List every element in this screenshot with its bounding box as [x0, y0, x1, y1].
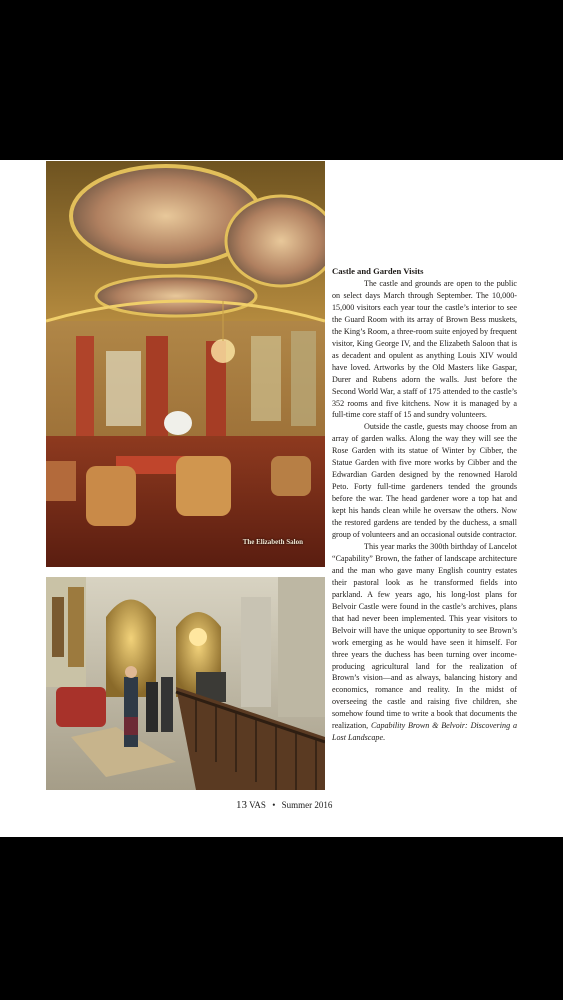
- article-paragraph-1: The castle and grounds are open to the public on select days March through September. The 10,000-15,000 visitors each year tour the castle’s interior to see the Guard Room with its array of Brown Bess muskets, the King’s Room, a three-room suite enjoyed by frequent visitor, King George IV, and the Elizabeth Saloon that is as decadent and opulent as anything Louis XIV would have loved. Artworks by the Old Masters like Gaspar, Durer and Rubens adorn the walls. Just before the Second World War, a staff of 175 attended to the castle’s 352 rooms and five kitchens. Now it is managed by a full-time core staff of 15 and sundry volunteers.: [332, 279, 517, 420]
- page-footer: [236, 799, 332, 811]
- article-castle-and-garden-visits: [332, 266, 517, 744]
- castle-hallway-photo: [46, 577, 325, 790]
- book-title: Capability Brown & Belvoir: Discovering a Lost Landscape: [332, 721, 517, 743]
- footer-bullet: •: [272, 800, 276, 810]
- elizabeth-salon-photo: [46, 161, 325, 567]
- hallway-illustration: [46, 577, 325, 790]
- photo-caption: The Elizabeth Salon: [242, 538, 303, 546]
- paragraph-3-text: This year marks the 300th birthday of Lancelot “Capability” Brown, the father of landscape architecture and the man who gave many English country estates their pastoral look as he transformed fields into parkland. A few years ago, his long-lost plans for Belvoir Castle were found in the castle’s archives, plans that had never been implemented. This year visitors to Belvoir will have the unique opportunity to see Brown’s work emerging as he would have seen it himself. For three years the duchess has been turning over income-producing agricultural land for the realization of Brown’s vision—and as always, balancing history and economics, romance and reality. In the midst of overseeing the castle and raising five children, she somehow found time to write a book that documents the realization,: [332, 541, 517, 731]
- article-heading: Castle and Garden Visits: [332, 266, 424, 276]
- salon-illustration: [46, 161, 325, 567]
- issue-date: Summer 2016: [281, 800, 333, 810]
- article-paragraph-3: [332, 541, 517, 744]
- article-paragraph-2: Outside the castle, guests may choose from an array of garden walks. Along the way they will see the Rose Garden with its statue of Winter by Cibber, the Statue Garden with five more works by Cibber and the Edwardian Garden designed by the renowned Harold Peto. Forty full-time gardeners tended the grounds before the war. The head gardener wore a top hat and kept his hands clean while he oversaw the others. Now the restored gardens are tended by the duchess, a small group of volunteers and an occasional outside contractor.: [332, 422, 517, 540]
- magazine-page: [0, 160, 563, 837]
- magazine-name: VAS: [249, 800, 266, 810]
- page-number: 13: [236, 799, 247, 811]
- paragraph-3-end: .: [383, 733, 386, 743]
